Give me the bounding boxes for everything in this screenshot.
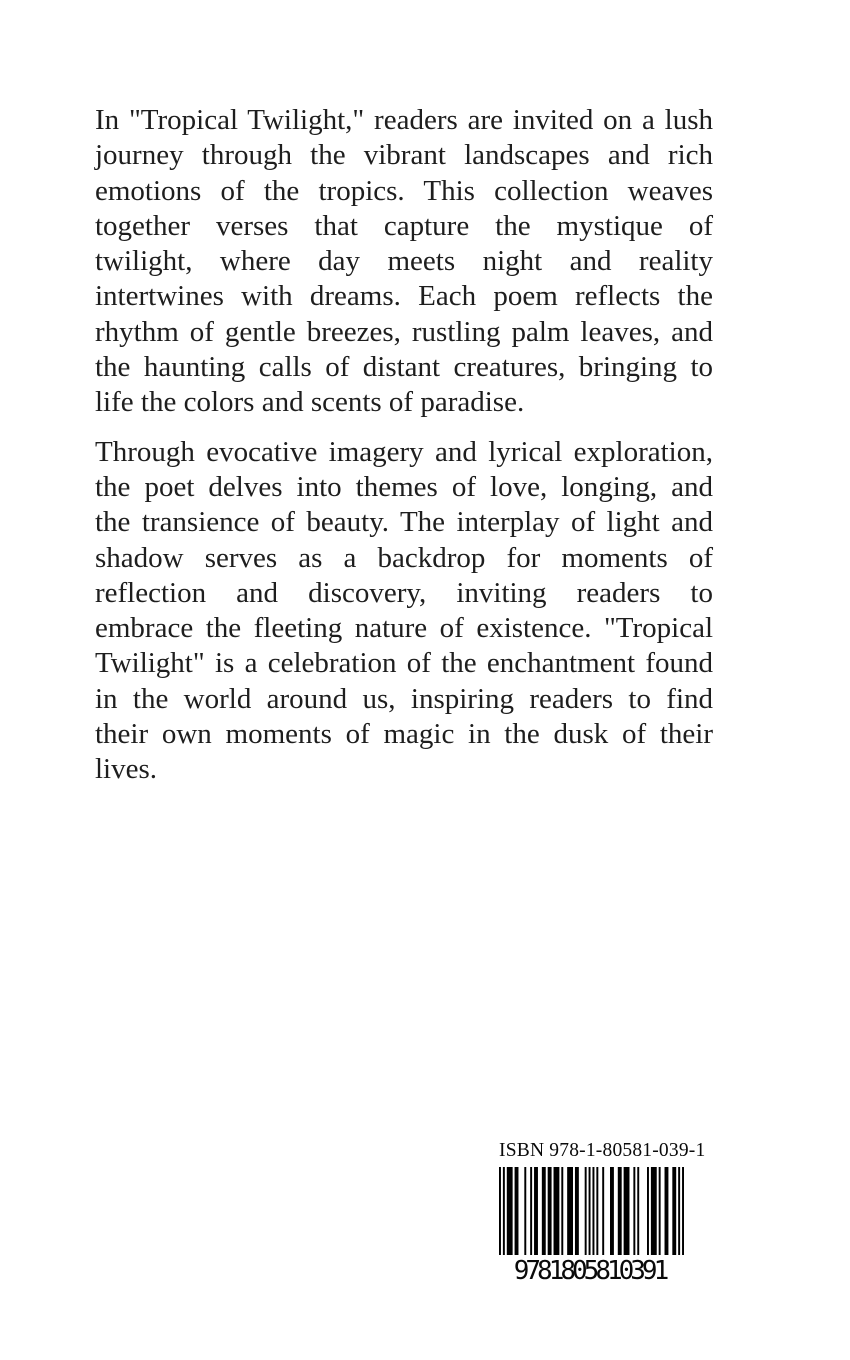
text-line: intertwines with dreams. Each poem reflects the [95, 280, 713, 313]
text-line: the haunting calls of distant creatures, bringing to [95, 351, 713, 384]
text-line: life the colors and scents of paradise. [95, 386, 525, 419]
blurb-paragraph-1 [95, 103, 713, 421]
ean13-barcode [499, 1167, 684, 1255]
text-line: the poet delves into themes of love, longing, and [95, 470, 713, 503]
text-line: emotions of the tropics. This collection weaves [95, 174, 713, 207]
isbn-label: ISBN 978-1-80581-039-1 [499, 1140, 706, 1161]
text-line: twilight, where day meets night and reality [95, 245, 713, 278]
back-cover-blurb [95, 103, 713, 788]
barcode-digits: 9781805810391 [513, 1256, 666, 1286]
text-line: Twilight" is a celebration of the enchantment found [95, 647, 713, 680]
text-line: lives. [95, 753, 158, 786]
blurb-paragraph-2 [95, 435, 713, 788]
text-line: In "Tropical Twilight," readers are invited on a lush [95, 104, 713, 136]
text-line: rhythm of gentle breezes, rustling palm leaves, and [95, 315, 713, 348]
text-line: together verses that capture the mystique of [95, 209, 713, 242]
text-line: journey through the vibrant landscapes and rich [95, 139, 713, 172]
text-line: reflection and discovery, inviting readers to [95, 576, 713, 609]
text-line: embrace the fleeting nature of existence. "Tropical [95, 612, 713, 645]
text-line: shadow serves as a backdrop for moments of [95, 541, 713, 574]
text-line: Through evocative imagery and lyrical exploration, [95, 435, 713, 468]
text-line: their own moments of magic in the dusk of their [95, 718, 713, 751]
text-line: in the world around us, inspiring readers to find [95, 682, 713, 715]
isbn-barcode-block [499, 1138, 706, 1286]
text-line: the transience of beauty. The interplay of light and [95, 506, 713, 539]
